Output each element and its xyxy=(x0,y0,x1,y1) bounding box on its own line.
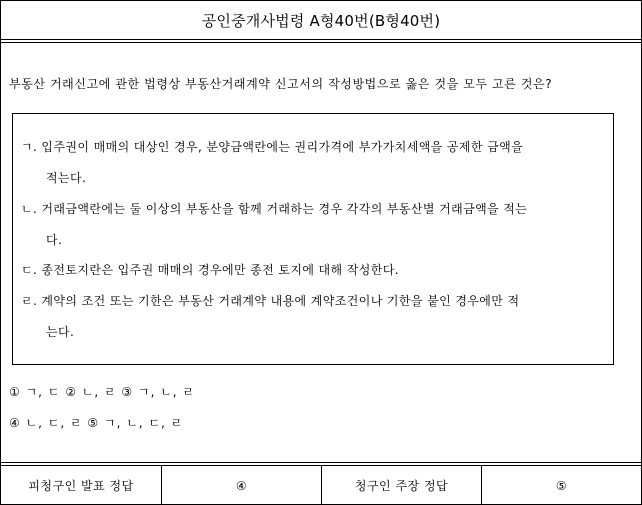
statement-line: ㄱ. 입주권이 매매의 대상인 경우, 분양금액란에는 권리가격에 부가가치세액을 공제한 금액을 xyxy=(21,140,524,154)
page-title: 공인중개사법령 A형40번(B형40번) xyxy=(201,11,441,30)
statement-box xyxy=(12,113,614,365)
statement-item-digeut xyxy=(21,255,609,286)
statement-line: ㄹ. 계약의 조건 또는 기한은 부동산 거래계약 내용에 계약조건이나 기한을 붙인 경우에만 적 xyxy=(21,294,520,308)
page-title-bar xyxy=(1,1,641,40)
answer-table xyxy=(1,465,641,505)
statement-item-rieul xyxy=(21,286,609,348)
official-answer-label: 피청구인 발표 정답 xyxy=(1,466,162,505)
statement-continuation: 는다. xyxy=(46,325,75,339)
statement-item-giyeok xyxy=(21,132,609,194)
question-text: 부동산 거래신고에 관한 법령상 부동산거래계약 신고서의 작성방법으로 옳은 것을 모두 고른 것은? xyxy=(9,77,553,91)
statement-continuation: 적는다. xyxy=(46,171,87,185)
title-divider xyxy=(1,42,641,43)
claim-answer-label: 청구인 주장 정답 xyxy=(322,466,482,505)
statement-continuation: 다. xyxy=(46,233,63,247)
statement-item-nieun xyxy=(21,194,609,256)
footer-divider xyxy=(1,462,641,463)
statement-line: ㄷ. 종전토지란은 입주권 매매의 경우에만 종전 토지에 대해 작성한다. xyxy=(21,263,399,277)
answer-choices-row-2: ④ ㄴ, ㄷ, ㄹ ⑤ ㄱ, ㄴ, ㄷ, ㄹ xyxy=(9,416,184,430)
claim-answer-value: ⑤ xyxy=(555,478,568,493)
answer-choices-row-1: ① ㄱ, ㄷ ② ㄴ, ㄹ ③ ㄱ, ㄴ, ㄹ xyxy=(9,385,196,399)
official-answer-value: ④ xyxy=(162,466,322,505)
statement-line: ㄴ. 거래금액란에는 둘 이상의 부동산을 함께 거래하는 경우 각각의 부동산별 거래금액을 적는 xyxy=(21,202,528,216)
